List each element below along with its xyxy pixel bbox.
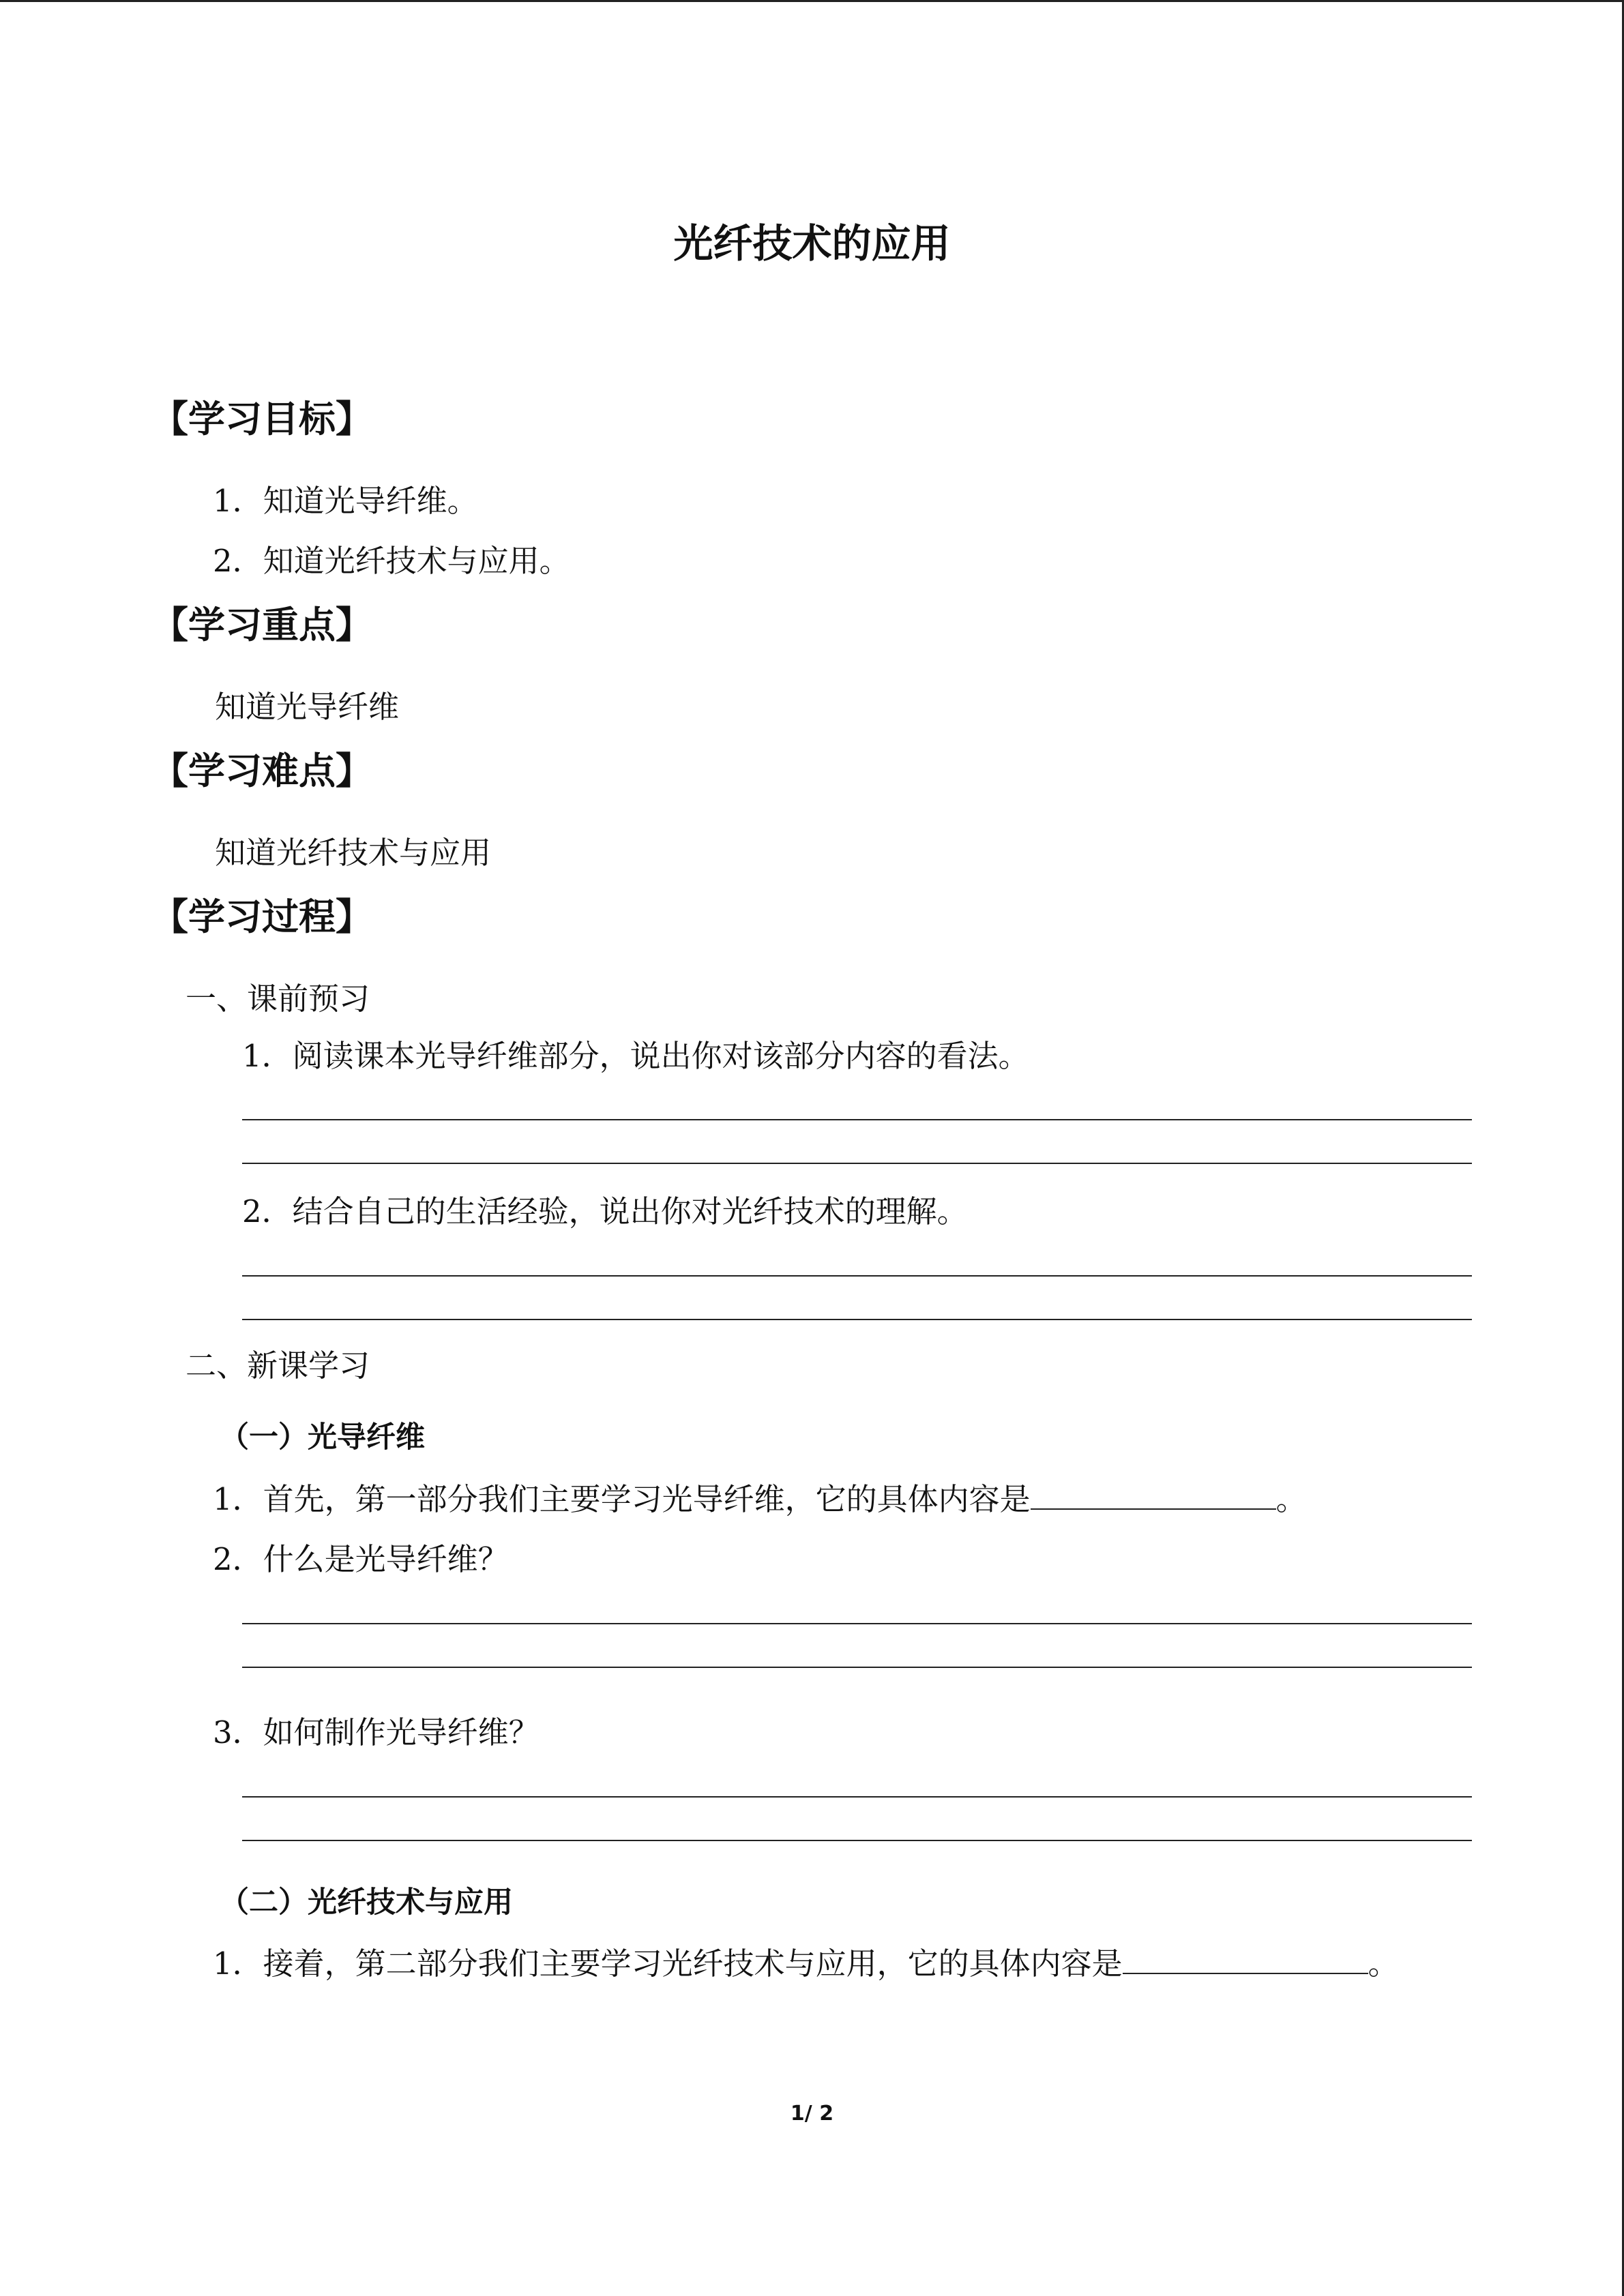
page-title: 光纤技术的应用 xyxy=(673,220,951,267)
answer-line[interactable] xyxy=(242,1796,1472,1798)
part1-question-1 xyxy=(213,1474,1307,1519)
objectives-heading: 【学习目标】 xyxy=(151,398,372,441)
question-text: 1．接着，第二部分我们主要学习光纤技术与应用，它的具体内容是 xyxy=(213,1945,1123,1982)
part2-title: （二）光纤技术与应用 xyxy=(220,1885,513,1920)
question-end: 。 xyxy=(1368,1945,1399,1982)
difficulties-text: 知道光纤技术与应用 xyxy=(215,835,492,871)
answer-line[interactable] xyxy=(242,1119,1472,1120)
key-points-text: 知道光导纤维 xyxy=(215,689,400,725)
answer-line[interactable] xyxy=(242,1623,1472,1624)
difficulties-heading: 【学习难点】 xyxy=(151,749,372,792)
question-end: 。 xyxy=(1275,1481,1307,1517)
objective-item-1: 1．知道光导纤维。 xyxy=(213,483,478,519)
page-border-top xyxy=(0,0,1624,2)
new-lesson-section-title: 二、新课学习 xyxy=(186,1347,370,1384)
part1-title: （一）光导纤维 xyxy=(220,1420,425,1455)
key-points-heading: 【学习重点】 xyxy=(151,603,372,646)
fill-in-blank[interactable] xyxy=(1123,1941,1368,1974)
answer-line[interactable] xyxy=(242,1163,1472,1164)
answer-line[interactable] xyxy=(242,1840,1472,1841)
fill-in-blank[interactable] xyxy=(1031,1477,1276,1510)
process-heading: 【学习过程】 xyxy=(151,895,372,938)
answer-line[interactable] xyxy=(242,1319,1472,1320)
answer-line[interactable] xyxy=(242,1667,1472,1668)
question-text: 1．首先，第一部分我们主要学习光导纤维，它的具体内容是 xyxy=(213,1481,1031,1517)
answer-line[interactable] xyxy=(242,1275,1472,1277)
part1-question-3: 3．如何制作光导纤维？ xyxy=(213,1714,540,1750)
preview-question-1: 1．阅读课本光导纤维部分，说出你对该部分内容的看法。 xyxy=(242,1038,1029,1074)
preview-section-title: 一、课前预习 xyxy=(186,981,370,1017)
part1-question-2: 2．什么是光导纤维？ xyxy=(213,1541,509,1577)
preview-question-2: 2．结合自己的生活经验，说出你对光纤技术的理解。 xyxy=(242,1193,968,1229)
page-number: 1/ 2 xyxy=(790,2102,834,2126)
objective-item-2: 2．知道光纤技术与应用。 xyxy=(213,543,570,579)
part2-question-1 xyxy=(213,1939,1399,1983)
